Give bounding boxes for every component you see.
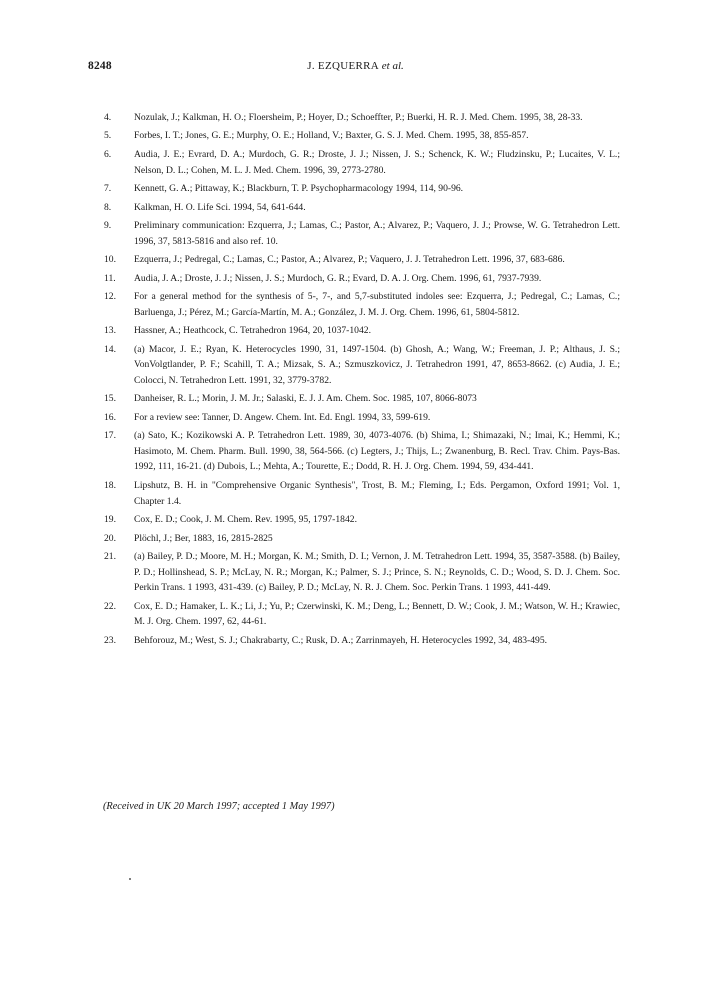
reference-list — [100, 110, 620, 651]
reference-item — [100, 342, 620, 389]
reference-number: 12. — [104, 291, 116, 303]
running-head-authors: J. EZQUERRA — [307, 60, 379, 72]
reference-text: Cox, E. D.; Cook, J. M. Chem. Rev. 1995, 95, 1797-1842. — [134, 514, 357, 526]
running-head-etal: et al. — [381, 60, 404, 72]
reference-text: For a review see: Tanner, D. Angew. Chem. Int. Ed. Engl. 1994, 33, 599-619. — [134, 411, 431, 423]
reference-number: 7. — [104, 183, 112, 195]
reference-text: Kalkman, H. O. Life Sci. 1994, 54, 641-644. — [134, 201, 306, 213]
reference-number: 5. — [104, 130, 112, 142]
reference-item — [100, 599, 620, 630]
received-dates: (Received in UK 20 March 1997; accepted 1 May 1997) — [103, 801, 335, 812]
reference-number: 16. — [104, 411, 116, 423]
reference-text: (a) Bailey, P. D.; Moore, M. H.; Morgan, K. M.; Smith, D. I.; Vernon, J. M. Tetrahedron Lett. 1994, 35, 3587-3588. (b) Bailey, P. D.; Hollinshead, S. P.; McLay, N. R.; Morgan, K.; Palmer, S. J.; Prince, S. N.; Reynolds, C. D.; Wood, S. D. J. Chem. Soc. Perkin Trans. 1 1993, 431-439. (c) Bailey, P. D.; McLay, N. R. J. Chem. Soc. Perkin Trans. 1 1993, 441-449. — [134, 550, 620, 594]
reference-number: 22. — [104, 600, 116, 612]
reference-text: Danheiser, R. L.; Morin, J. M. Jr.; Salaski, E. J. J. Am. Chem. Soc. 1985, 107, 8066-8073 — [134, 393, 477, 405]
reference-text: Audia, J. A.; Droste, J. J.; Nissen, J. S.; Murdoch, G. R.; Evard, D. A. J. Org. Chem. 1996, 61, 7937-7939. — [134, 272, 542, 284]
reference-text: Audia, J. E.; Evrard, D. A.; Murdoch, G. R.; Droste, J. J.; Nissen, J. S.; Schenck, K. W.; Fludzinsku, P.; Lucaites, V. L.; Nelson, D. L.; Cohen, M. L. J. Med. Chem. 1996, 39, 2773-2780. — [134, 148, 620, 176]
reference-number: 17. — [104, 430, 116, 442]
reference-item — [100, 531, 620, 547]
reference-number: 11. — [104, 272, 116, 284]
reference-text: (a) Sato, K.; Kozikowski A. P. Tetrahedron Lett. 1989, 30, 4073-4076. (b) Shima, I.; Shimazaki, N.; Imai, K.; Hemmi, K.; Hasimoto, M. Chem. Pharm. Bull. 1990, 38, 564-566. (c) Legters, J.; Thijs, L.; Zwanenburg, B. Recl. Trav. Chim. Pays-Bas. 1992, 111, 16-21. (d) Dubois, L.; Mehta, A.; Tourette, E.; Dodd, R. H. J. Org. Chem. 1994, 59, 434-441. — [134, 430, 620, 473]
reference-item — [100, 200, 620, 216]
reference-number: 19. — [104, 514, 116, 526]
reference-number: 13. — [104, 325, 116, 337]
reference-text: Preliminary communication: Ezquerra, J.; Lamas, C.; Pastor, A.; Alvarez, P.; Vaquero, J. J.; Prowse, W. G. Tetrahedron Lett. 1996, 37, 5813-5816 and also ref. 10. — [134, 220, 620, 247]
reference-text: Nozulak, J.; Kalkman, H. O.; Floersheim, P.; Hoyer, D.; Schoeffter, P.; Buerki, H. R. J. Med. Chem. 1995, 38, 28-33. — [134, 112, 583, 123]
reference-number: 4. — [104, 112, 112, 123]
reference-text: (a) Macor, J. E.; Ryan, K. Heterocycles 1990, 31, 1497-1504. (b) Ghosh, A.; Wang, W.; Freeman, J. P.; Althaus, J. S.; VonVolgtlander, P. F.; Scahill, T. A.; Mizsak, S. A.; Szmuszkovicz, J. Tetrahedron 1991, 47, 8653-8662. (c) Audia, J. E.; Colocci, N. Tetrahedron Lett. 1991, 32, 3779-3782. — [134, 343, 620, 386]
reference-item — [100, 391, 620, 407]
reference-number: 23. — [104, 634, 116, 646]
reference-text: Kennett, G. A.; Pittaway, K.; Blackburn, T. P. Psychopharmacology 1994, 114, 90-96. — [134, 183, 464, 195]
reference-number: 6. — [104, 148, 112, 160]
page-header — [0, 60, 711, 76]
running-head — [0, 60, 711, 72]
reference-item — [100, 128, 620, 144]
reference-text: Plöchl, J.; Ber, 1883, 16, 2815-2825 — [134, 532, 273, 544]
reference-item — [100, 110, 620, 126]
reference-number: 9. — [104, 220, 112, 232]
reference-text: Forbes, I. T.; Jones, G. E.; Murphy, O. E.; Holland, V.; Baxter, G. S. J. Med. Chem. 1995, 38, 855-857. — [134, 130, 529, 142]
reference-item — [100, 289, 620, 320]
reference-item — [100, 271, 620, 287]
reference-item — [100, 410, 620, 426]
reference-item — [100, 549, 620, 596]
scan-speck — [129, 878, 131, 880]
reference-text: For a general method for the synthesis of 5-, 7-, and 5,7-substituted indoles see: Ezquerra, J.; Pedregal, C.; Lamas, C.; Barluenga, J.; Pérez, M.; García-Martín, M. A.; González, J. M. J. Org. Chem. 1996, 61, 5804-5812. — [134, 291, 620, 318]
reference-item — [100, 512, 620, 528]
reference-item — [100, 147, 620, 178]
page-number: 8248 — [88, 60, 112, 72]
reference-number: 21. — [104, 550, 116, 562]
reference-text: Cox, E. D.; Hamaker, L. K.; Li, J.; Yu, P.; Czerwinski, K. M.; Deng, L.; Bennett, D. W.; Cook, J. M.; Watson, W. H.; Krawiec, M. J. Org. Chem. 1997, 62, 44-61. — [134, 600, 620, 628]
reference-text: Ezquerra, J.; Pedregal, C.; Lamas, C.; Pastor, A.; Alvarez, P.; Vaquero, J. J. Tetrahedron Lett. 1996, 37, 683-686. — [134, 254, 565, 266]
reference-item — [100, 323, 620, 339]
reference-item — [100, 218, 620, 249]
reference-text: Lipshutz, B. H. in "Comprehensive Organic Synthesis", Trost, B. M.; Fleming, I.; Eds. Pergamon, Oxford 1991; Vol. 1, Chapter 1.4. — [134, 479, 620, 507]
reference-item — [100, 181, 620, 197]
reference-item — [100, 428, 620, 475]
reference-text: Behforouz, M.; West, S. J.; Chakrabarty, C.; Rusk, D. A.; Zarrinmayeh, H. Heterocycles 1992, 34, 483-495. — [134, 634, 548, 646]
reference-number: 18. — [104, 479, 116, 491]
reference-number: 15. — [104, 393, 116, 405]
reference-number: 14. — [104, 343, 116, 355]
reference-item — [100, 252, 620, 268]
reference-text: Hassner, A.; Heathcock, C. Tetrahedron 1964, 20, 1037-1042. — [134, 325, 371, 337]
reference-number: 10. — [104, 254, 116, 266]
reference-item — [100, 478, 620, 509]
reference-number: 20. — [104, 532, 116, 544]
reference-number: 8. — [104, 201, 112, 213]
reference-item — [100, 633, 620, 649]
